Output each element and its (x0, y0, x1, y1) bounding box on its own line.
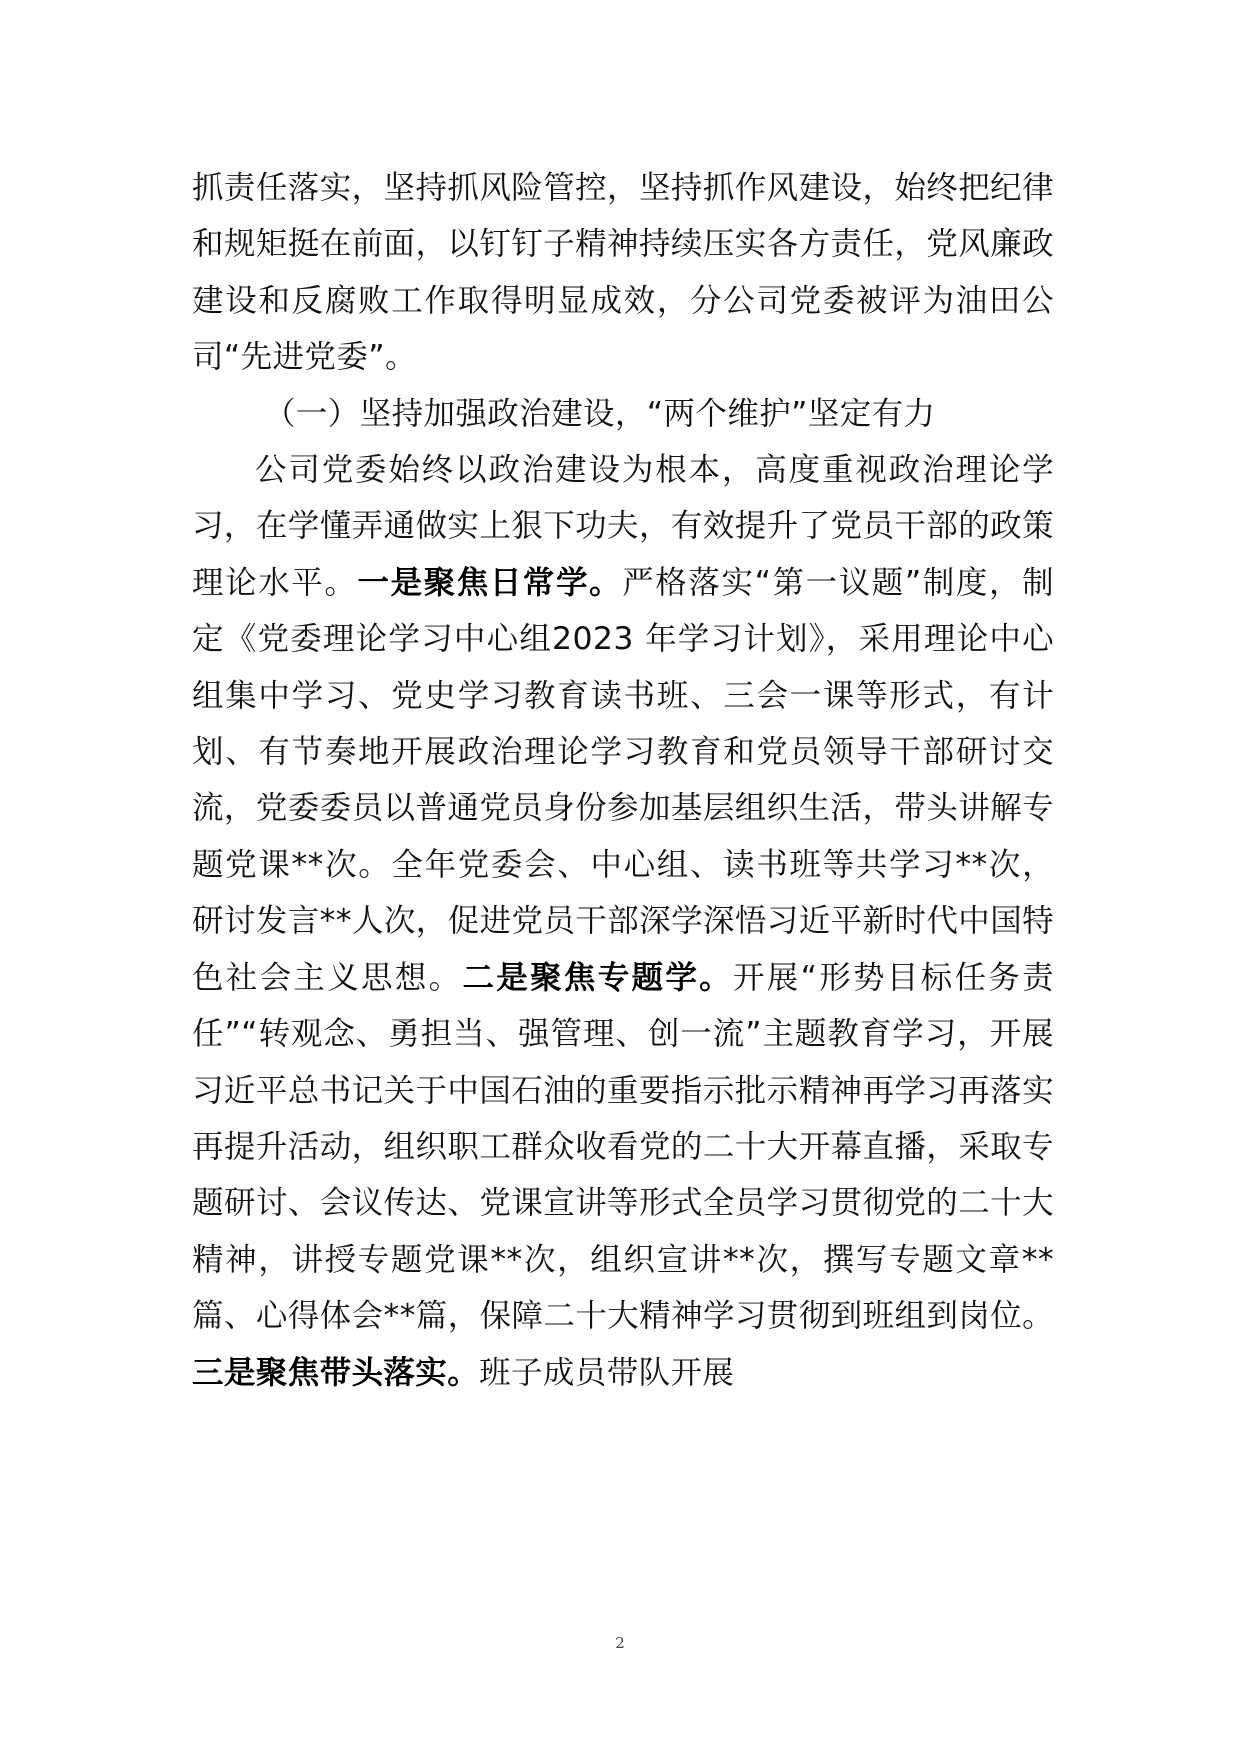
paragraph-lead: 公司党委始终以政治建设为根本，高度重视政治理论学习，在学懂弄通做实上狠下功夫，有效提升了党员干部的政策理论水平。 (192, 452, 1054, 601)
point-1-text: 严格落实“第一议题”制度，制定《党委理论学习中心组2023 年学习计划》，采用理论中心组集中学习、党史学习教育读书班、三会一课等形式，有计划、有节奏地开展政治理论学习教育和党员领导干部研讨交流，党委委员以普通党员身份参加基层组织生活，带头讲解专题党课**次。全年党委会、中心组、读书班等共学习**次，研讨发言**人次，促进党员干部深学深悟习近平新时代中国特色社会主义思想。 (192, 564, 1054, 996)
point-2-title: 二是聚焦专题学。 (462, 959, 733, 996)
point-1-title: 一是聚焦日常学。 (357, 564, 623, 601)
point-2-text: 开展“形势目标任务责任”“转观念、勇担当、强管理、创一流”主题教育学习，开展习近平总书记关于中国石油的重要指示批示精神再学习再落实再提升活动，组织职工群众收看党的二十大开幕直播，采取专题研讨、会议传达、党课宣讲等形式全员学习贯彻党的二十大精神，讲授专题党课**次，组织宣讲**次，撰写专题文章**篇、心得体会**篇，保障二十大精神学习贯彻到班组到岗位。 (192, 959, 1055, 1335)
section-heading: （一）坚持加强政治建设，“两个维护”坚定有力 (264, 395, 936, 432)
point-3-text: 班子成员带队开展 (479, 1354, 735, 1391)
paragraph-political-building (192, 442, 1054, 1401)
document-body (192, 160, 1054, 1401)
paragraph-intro: 抓责任落实，坚持抓风险管控，坚持抓作风建设，始终把纪律和规矩挺在前面，以钉钉子精神持续压实各方责任，党风廉政建设和反腐败工作取得明显成效，分公司党委被评为油田公司“先进党委”。 (192, 170, 1054, 376)
point-3-title: 三是聚焦带头落实。 (192, 1354, 480, 1391)
page-number: 2 (615, 1634, 625, 1652)
